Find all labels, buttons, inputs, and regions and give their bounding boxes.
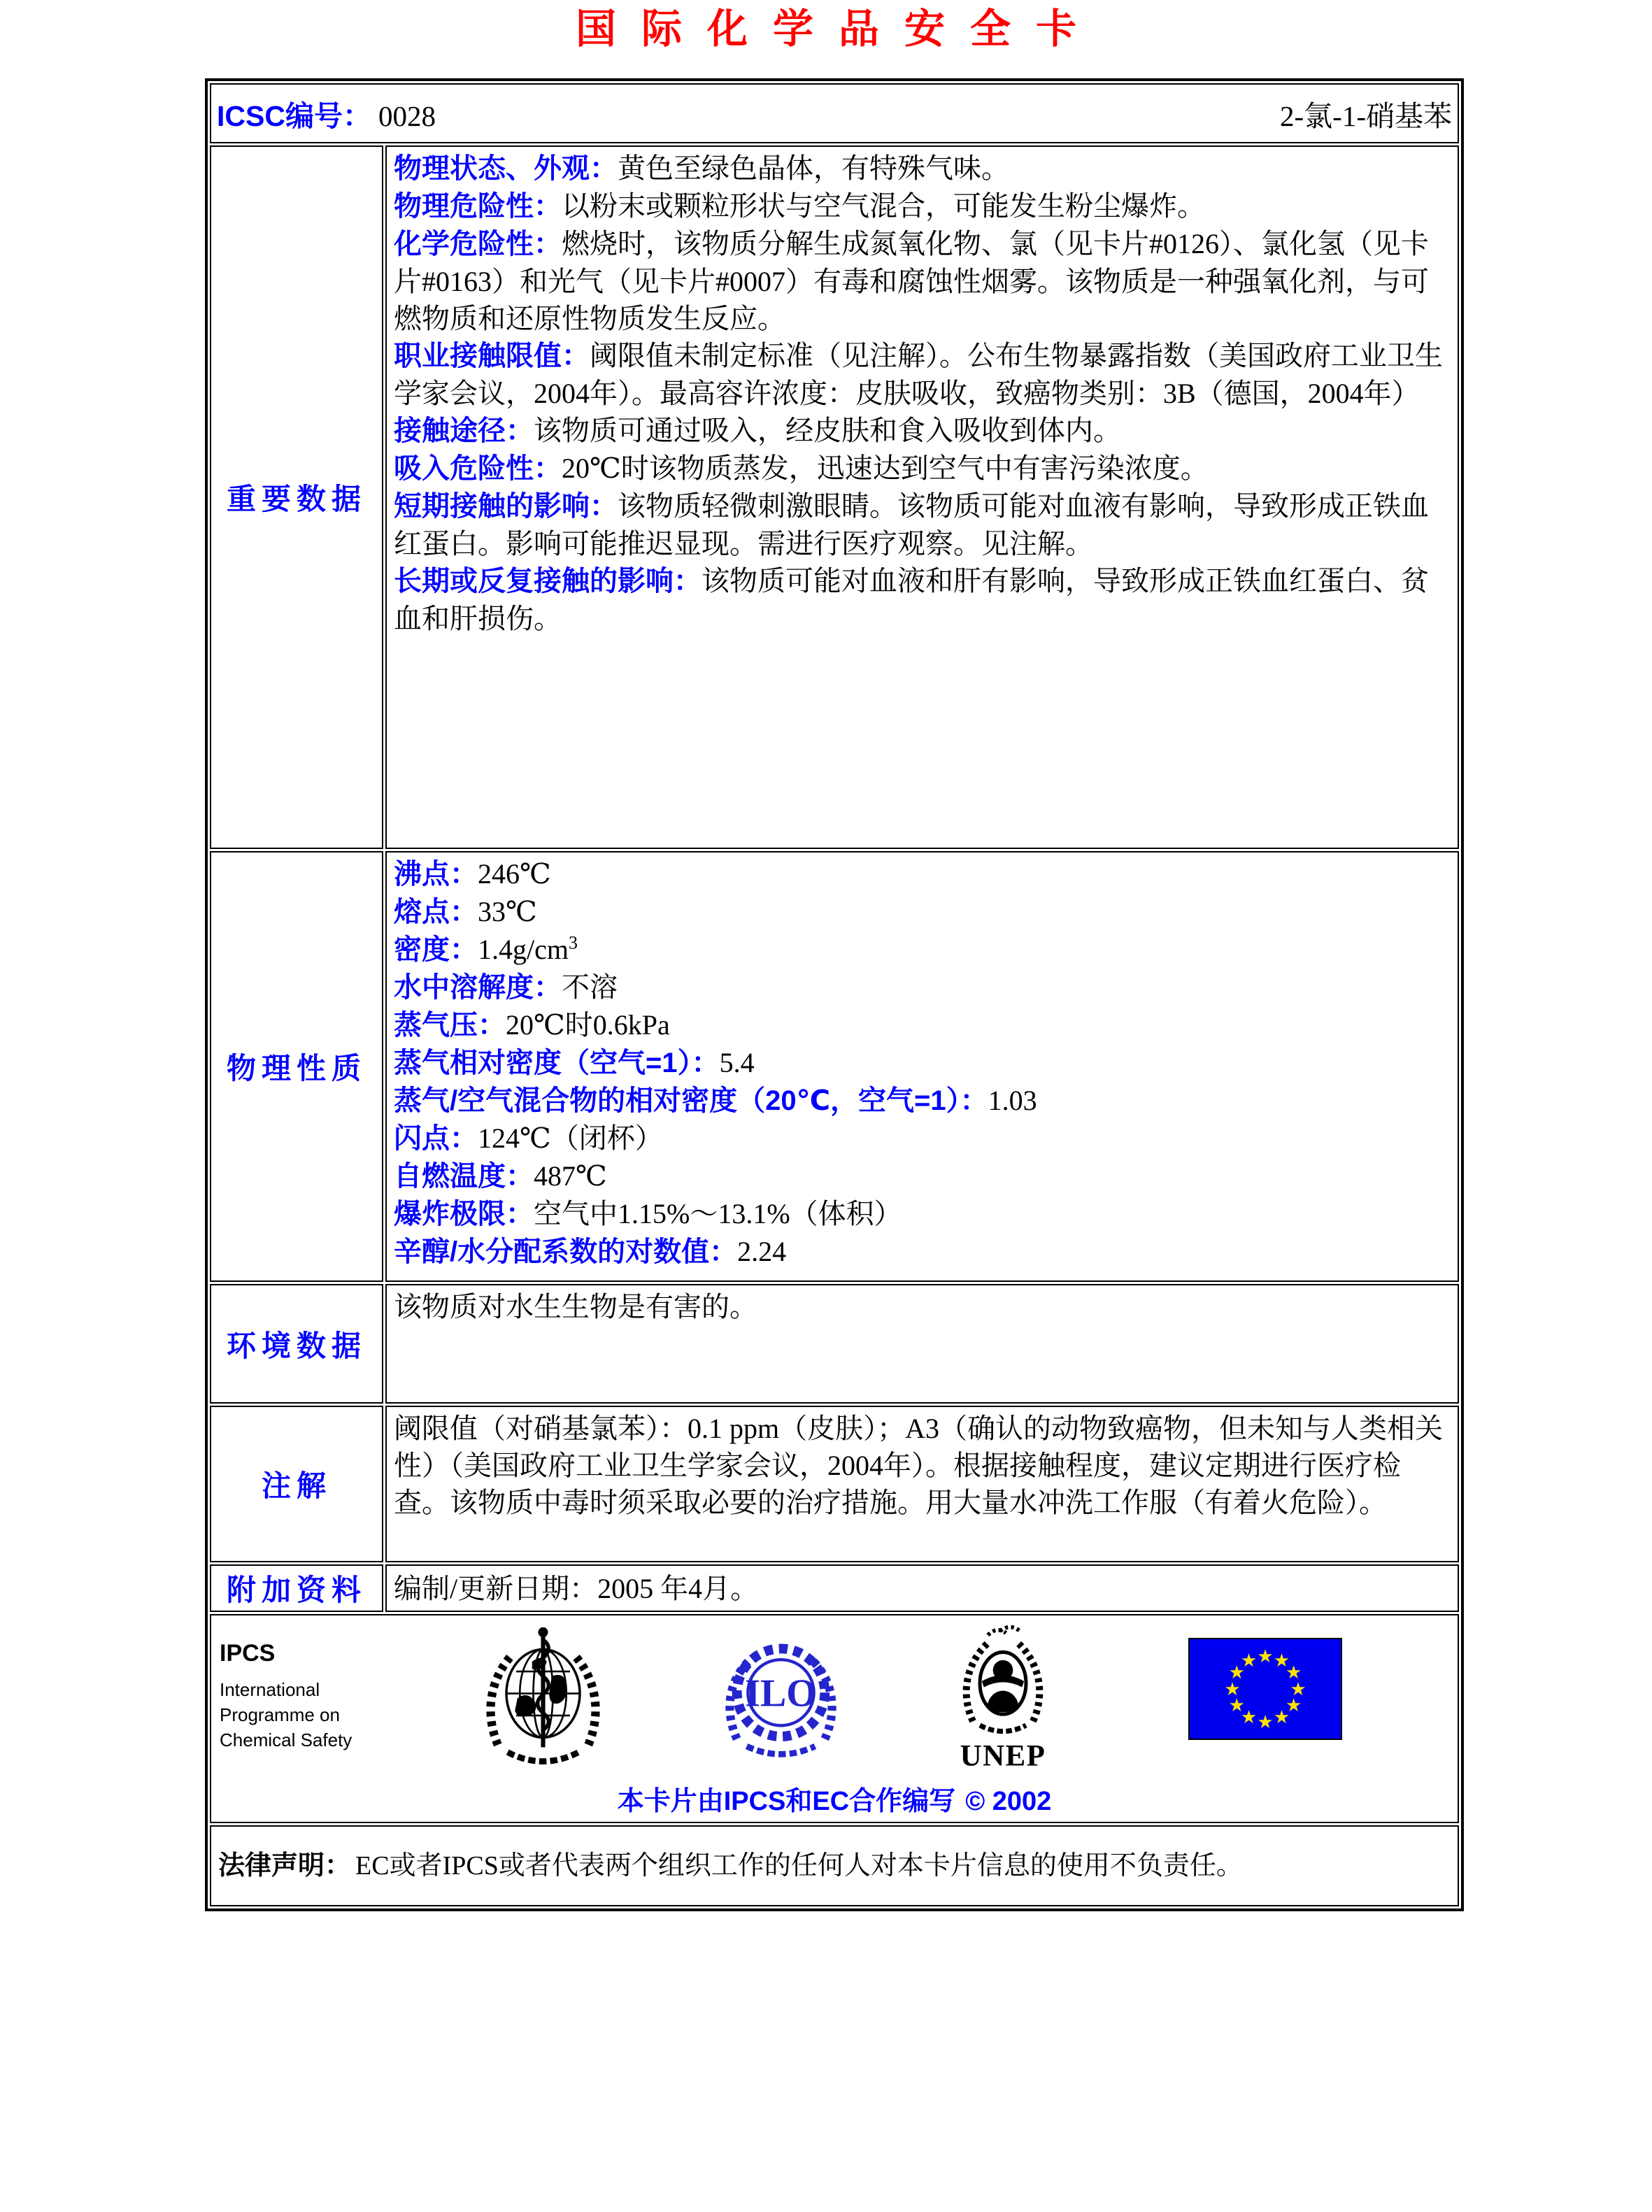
important-data-row bbox=[210, 145, 1459, 849]
property-value: 不溶 bbox=[562, 971, 618, 1003]
chemical-name: 2-氯-1-硝基苯 bbox=[1280, 99, 1452, 132]
legal-row bbox=[210, 1825, 1459, 1906]
header-cell bbox=[210, 83, 1459, 143]
footer-logos-row bbox=[210, 1614, 1459, 1823]
icsc-number-group bbox=[217, 93, 436, 134]
important-data-content bbox=[385, 145, 1459, 849]
additional-info-content bbox=[385, 1564, 1459, 1612]
ipcs-title: IPCS bbox=[220, 1639, 276, 1667]
svg-text:★: ★ bbox=[1257, 1646, 1274, 1667]
property-line bbox=[394, 337, 1451, 412]
property-line bbox=[394, 562, 1451, 637]
update-date-value: 2005 年4月。 bbox=[597, 1572, 759, 1604]
svg-text:★: ★ bbox=[1286, 1695, 1302, 1716]
property-value: 该物质轻微刺激眼睛。该物质可能对血液有影响，导致形成正铁血红蛋白。影响可能推迟显现。需进行医疗观察。见注解。 bbox=[394, 490, 1429, 559]
property-value: 燃烧时，该物质分解生成氮氧化物、氯（见卡片#0126）、氯化氢（见卡片#0163）和光气（见卡片#0007）有毒和腐蚀性烟雾。该物质是一种强氧化剂，与可燃物质和还原性物质发生反应。 bbox=[394, 228, 1429, 334]
property-value: 20℃时0.6kPa bbox=[506, 1009, 670, 1041]
who-logo-icon bbox=[475, 1622, 611, 1769]
cooperation-caption-text: 本卡片由IPCS和EC合作编写 bbox=[617, 1787, 956, 1816]
property-line bbox=[394, 1195, 1451, 1233]
property-label: 长期或反复接触的影响： bbox=[394, 566, 702, 597]
legal-cell bbox=[210, 1825, 1459, 1906]
logos-strip bbox=[217, 1622, 1452, 1769]
physical-properties-row bbox=[210, 851, 1459, 1282]
unep-logo-text: UNEP bbox=[960, 1739, 1046, 1771]
property-label: 职业接触限值： bbox=[394, 341, 590, 371]
svg-text:★: ★ bbox=[1240, 1650, 1258, 1671]
property-label: 物理危险性： bbox=[394, 191, 562, 222]
svg-text:★: ★ bbox=[1228, 1662, 1245, 1683]
notes-text: 阈限值（对硝基氯苯）：0.1 ppm（皮肤）；A3（确认的动物致癌物，但未知与人类相关性）（美国政府工业卫生学家会议，2004年）。根据接触程度，建议定期进行医疗检查。该物质中毒时须采取必要的治疗措施。用大量水冲洗工作服（有着火危险）。 bbox=[394, 1413, 1443, 1518]
ilo-logo-text: ILO bbox=[745, 1671, 817, 1715]
section-label-important-data: 重要数据 bbox=[210, 145, 383, 849]
ipcs-subtitle-line: Chemical Safety bbox=[220, 1729, 353, 1750]
property-value: 该物质可通过吸入，经皮肤和食入吸收到体内。 bbox=[534, 415, 1121, 446]
property-label: 自燃温度： bbox=[394, 1161, 534, 1192]
icsc-number-value: 0028 bbox=[378, 99, 436, 132]
property-label: 闪点： bbox=[394, 1123, 478, 1154]
property-line bbox=[394, 1006, 1451, 1044]
icsc-number-label: ICSC编号： bbox=[217, 99, 371, 132]
environmental-data-text: 该物质对水生生物是有害的。 bbox=[394, 1291, 757, 1322]
copyright-year: © 2002 bbox=[965, 1787, 1052, 1816]
property-label: 短期接触的影响： bbox=[394, 491, 618, 522]
property-line bbox=[394, 487, 1451, 562]
property-value: 阈限值未制定标准（见注解）。公布生物暴露指数（美国政府工业卫生学家会议，2004年）。最高容许浓度：皮肤吸收，致癌物类别：3B（德国，2004年） bbox=[394, 340, 1443, 409]
icsc-card-table bbox=[205, 78, 1464, 1911]
property-line bbox=[394, 412, 1451, 450]
property-line bbox=[394, 1233, 1451, 1271]
property-line bbox=[394, 1082, 1451, 1120]
property-line bbox=[394, 855, 1451, 893]
property-value: 5.4 bbox=[719, 1047, 755, 1078]
additional-info-row bbox=[210, 1564, 1459, 1612]
cooperation-caption bbox=[217, 1779, 1452, 1818]
eu-flag-icon bbox=[1188, 1638, 1342, 1740]
property-line bbox=[394, 931, 1451, 969]
property-line bbox=[394, 1044, 1451, 1082]
svg-text:★: ★ bbox=[1224, 1679, 1241, 1700]
footer-logos-cell bbox=[210, 1614, 1459, 1823]
environmental-data-row bbox=[210, 1284, 1459, 1404]
svg-text:★: ★ bbox=[1240, 1707, 1258, 1728]
property-line bbox=[394, 450, 1451, 487]
property-line bbox=[394, 225, 1451, 337]
unep-logo-icon bbox=[947, 1621, 1059, 1771]
property-value: 1.03 bbox=[988, 1085, 1037, 1116]
property-value: 该物质可能对血液和肝有影响，导致形成正铁血红蛋白、贫血和肝损伤。 bbox=[394, 565, 1429, 634]
property-line bbox=[394, 969, 1451, 1006]
legal-label: 法律声明： bbox=[218, 1851, 352, 1881]
property-label: 熔点： bbox=[394, 897, 478, 927]
property-line bbox=[394, 187, 1451, 225]
property-value: 黄色至绿色晶体，有特殊气味。 bbox=[618, 152, 1009, 184]
section-label-physical-properties: 物理性质 bbox=[210, 851, 383, 1282]
property-value: 以粉末或颗粒形状与空气混合，可能发生粉尘爆炸。 bbox=[562, 190, 1205, 222]
page-title: 国际化学品安全卡 bbox=[575, 6, 1102, 52]
property-label: 爆炸极限： bbox=[394, 1199, 534, 1229]
property-label: 蒸气相对密度（空气=1）： bbox=[394, 1048, 720, 1078]
property-value: 2.24 bbox=[737, 1236, 787, 1267]
superscript: 3 bbox=[568, 932, 578, 953]
notes-row bbox=[210, 1406, 1459, 1562]
ipcs-subtitle-line: International bbox=[220, 1678, 320, 1700]
property-label: 化学危险性： bbox=[394, 229, 562, 259]
property-label: 密度： bbox=[394, 934, 478, 965]
property-label: 辛醇/水分配系数的对数值： bbox=[394, 1236, 738, 1267]
property-label: 物理状态、外观： bbox=[394, 153, 618, 184]
environmental-data-content bbox=[385, 1284, 1459, 1404]
svg-text:★: ★ bbox=[1228, 1695, 1245, 1716]
property-value: 33℃ bbox=[478, 896, 537, 927]
property-value: 1.4g/cm bbox=[478, 934, 569, 965]
property-value: 487℃ bbox=[534, 1160, 607, 1192]
property-line bbox=[394, 1157, 1451, 1195]
svg-text:★: ★ bbox=[1290, 1679, 1306, 1700]
section-label-additional-info: 附加资料 bbox=[210, 1564, 383, 1612]
svg-text:★: ★ bbox=[1257, 1712, 1274, 1733]
property-value: 124℃（闭杯） bbox=[478, 1122, 663, 1154]
svg-text:★: ★ bbox=[1273, 1650, 1290, 1671]
property-line bbox=[394, 1120, 1451, 1157]
section-label-environmental-data: 环境数据 bbox=[210, 1284, 383, 1404]
physical-properties-content bbox=[385, 851, 1459, 1282]
svg-text:★: ★ bbox=[1286, 1662, 1302, 1683]
update-date-line bbox=[394, 1570, 1451, 1607]
notes-content bbox=[385, 1406, 1459, 1562]
property-label: 蒸气压： bbox=[394, 1010, 506, 1041]
property-value: 20℃时该物质蒸发，迅速达到空气中有害污染浓度。 bbox=[562, 452, 1209, 484]
property-line bbox=[394, 893, 1451, 931]
property-value: 246℃ bbox=[478, 858, 551, 890]
property-label: 吸入危险性： bbox=[394, 453, 562, 484]
ipcs-block bbox=[217, 1640, 394, 1753]
property-label: 接触途径： bbox=[394, 415, 534, 446]
property-value: 空气中1.15%～13.1%（体积） bbox=[534, 1198, 902, 1229]
property-line bbox=[394, 150, 1451, 187]
property-label: 沸点： bbox=[394, 859, 478, 890]
header-row bbox=[210, 83, 1459, 143]
ipcs-subtitle-line: Programme on bbox=[220, 1704, 340, 1725]
property-label: 水中溶解度： bbox=[394, 972, 562, 1003]
property-label: 蒸气/空气混合物的相对密度（20℃，空气=1）： bbox=[394, 1085, 988, 1116]
svg-text:★: ★ bbox=[1273, 1707, 1290, 1728]
legal-text: EC或者IPCS或者代表两个组织工作的任何人对本卡片信息的使用不负责任。 bbox=[355, 1851, 1243, 1881]
ilo-logo-icon bbox=[720, 1632, 842, 1761]
section-label-notes: 注解 bbox=[210, 1406, 383, 1562]
update-date-label: 编制/更新日期： bbox=[394, 1572, 598, 1604]
